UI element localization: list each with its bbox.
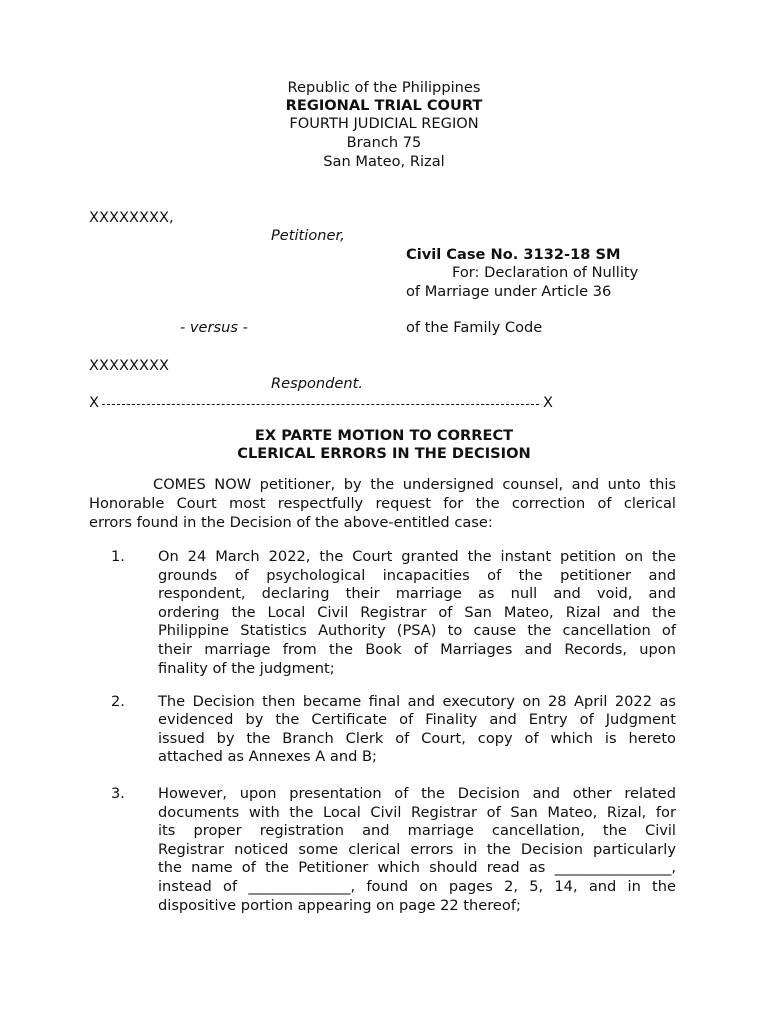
motion-title-line1: EX PARTE MOTION TO CORRECT [254,427,514,444]
item-line: On 24 March 2022, the Court granted the instant petition on the [158,548,676,565]
motion-title-line2: CLERICAL ERRORS IN THE DECISION [237,445,531,462]
item-line: their marriage from the Book of Marriages and Records, upon [158,641,676,658]
petitioner-label: Petitioner, [271,227,345,244]
intro-line: COMES NOW petitioner, by the undersigned counsel, and unto this [153,476,676,493]
case-nature-line2: of Marriage under Article 36 [406,283,612,300]
versus-label: - versus - [180,319,248,336]
intro-line: errors found in the Decision of the above-entitled case: [89,514,493,531]
item-line: the name of the Petitioner which should read as ________________, [158,859,676,876]
separator-dashed-line [102,404,539,405]
header-republic: Republic of the Philippines [287,79,481,96]
item-line: issued by the Branch Clerk of Court, copy of which is hereto [158,730,676,747]
item-number: 2. [111,693,125,710]
header-location: San Mateo, Rizal [323,153,445,170]
header-region: FOURTH JUDICIAL REGION [289,115,479,132]
item-line: However, upon presentation of the Decision and other related [158,785,676,802]
case-number: Civil Case No. 3132-18 SM [406,246,621,263]
header-court: REGIONAL TRIAL COURT [285,97,483,114]
respondent-label: Respondent. [271,375,364,392]
item-line: ordering the Local Civil Registrar of San Mateo, Rizal and the [158,604,676,621]
respondent-name: XXXXXXXX [89,357,169,374]
item-line: respondent, declaring their marriage as null and void, and [158,585,676,602]
item-line: Philippine Statistics Authority (PSA) to cause the cancellation of [158,622,676,639]
item-line: attached as Annexes A and B; [158,748,377,765]
header-branch: Branch 75 [346,134,422,151]
item-number: 1. [111,548,125,565]
petitioner-name: XXXXXXXX, [89,209,174,226]
separator-right-x: X [543,394,553,411]
item-line: evidenced by the Certificate of Finality and Entry of Judgment [158,711,676,728]
intro-line: Honorable Court most respectfully request for the correction of clerical [89,495,676,512]
separator-left-x: X [89,394,99,411]
item-line: dispositive portion appearing on page 22 thereof; [158,897,521,914]
item-line: documents with the Local Civil Registrar of San Mateo, Rizal, for [158,804,676,821]
item-line: finality of the judgment; [158,660,335,677]
case-nature-line3: of the Family Code [406,319,543,336]
item-line: The Decision then became final and executory on 28 April 2022 as [158,693,676,710]
item-line: Registrar noticed some clerical errors in the Decision particularly [158,841,676,858]
item-line: grounds of psychological incapacities of the petitioner and [158,567,676,584]
item-number: 3. [111,785,125,802]
item-line: its proper registration and marriage cancellation, the Civil [158,822,676,839]
item-line: instead of ______________, found on pages 2, 5, 14, and in the [158,878,676,895]
case-nature-line1: For: Declaration of Nullity [452,264,639,281]
